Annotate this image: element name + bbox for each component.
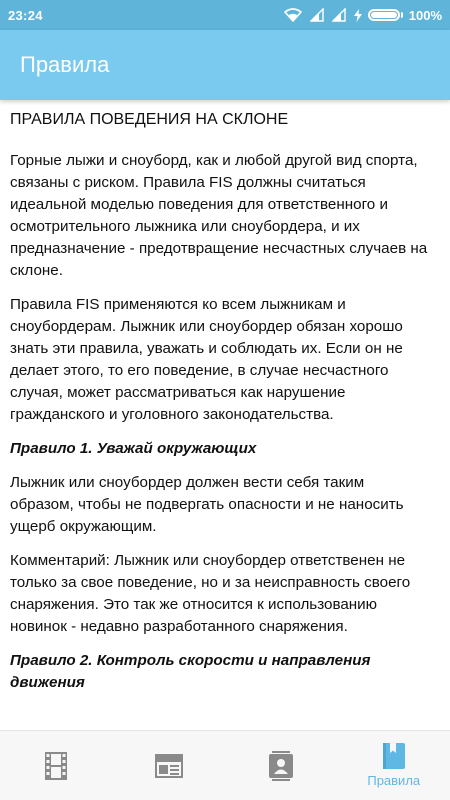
rule-title: Правило 2. Контроль скорости и направления движения	[10, 652, 371, 691]
rules-book-icon	[383, 743, 405, 769]
charging-icon	[354, 9, 362, 22]
app-bar	[0, 30, 450, 100]
nav-item-rules[interactable]	[338, 731, 450, 800]
page-title: Правила	[20, 52, 110, 77]
nav-item-contacts[interactable]	[225, 731, 338, 800]
rules-content[interactable]	[0, 100, 450, 730]
bottom-navigation	[0, 730, 450, 800]
status-time: 23:24	[8, 7, 43, 23]
nav-item-news[interactable]	[113, 731, 226, 800]
status-bar	[0, 0, 450, 30]
nav-item-label: Правила	[367, 773, 421, 788]
rules-heading: ПРАВИЛА ПОВЕДЕНИЯ НА СКЛОНЕ	[10, 111, 289, 128]
newspaper-icon	[155, 754, 183, 778]
signal-icon	[310, 8, 324, 22]
rule-text: Лыжник или сноубордер должен вести себя таким образом, чтобы не подвергать опасности и не наносить ущерб окружающим.	[10, 474, 404, 535]
signal-icon	[332, 8, 346, 22]
intro-paragraph: Горные лыжи и сноуборд, как и любой другой вид спорта, связаны с риском. Правила FIS должны считаться идеальной моделью поведения для ответственного и осмотрительного лыжника или сноубордера, и их предназначение - предотвращение несчастных случаев на склоне.	[10, 152, 428, 279]
battery-icon	[368, 9, 400, 21]
rule-comment: Комментарий: Лыжник или сноубордер ответственен не только за свое поведение, но и за неисправность своего снаряжения. Это так же относится к использованию новинок - недавно разработанного снаряжения.	[10, 552, 411, 635]
battery-indicator	[354, 8, 442, 23]
wifi-icon	[284, 8, 302, 22]
contacts-icon	[269, 751, 293, 781]
status-icons	[284, 8, 442, 23]
intro-paragraph: Правила FIS применяются ко всем лыжникам и сноубордерам. Лыжник или сноубордер обязан хорошо знать эти правила, уважать и соблюдать их. Если он не делает этого, то его поведение, в случае несчастного случая, может рассматриваться как нарушение гражданского и уголовного законодательства.	[10, 296, 403, 423]
nav-item-video[interactable]	[0, 731, 113, 800]
battery-percent: 100%	[408, 7, 442, 23]
rule-title: Правило 1. Уважай окружающих	[10, 440, 257, 457]
film-icon	[45, 752, 67, 780]
